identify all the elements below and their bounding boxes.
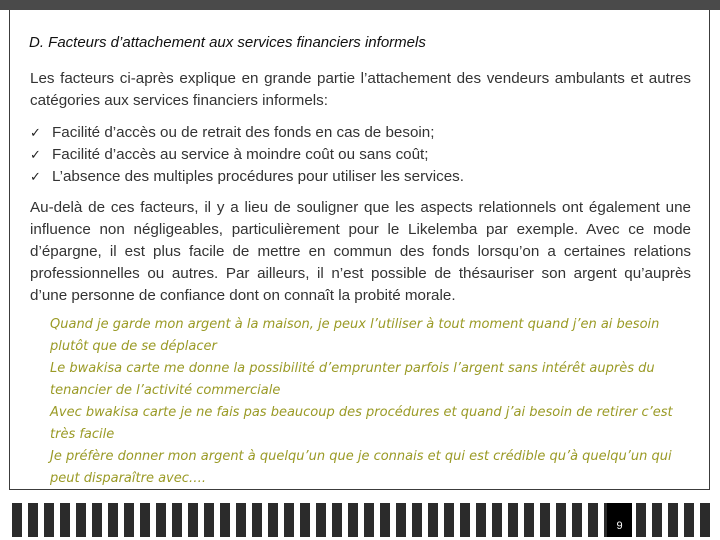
checklist-item-text: Facilité d’accès ou de retrait des fonds en cas de besoin; [52,124,435,141]
body-paragraph: Au-delà de ces facteurs, il y a lieu de souligner que les aspects relationnels ont également une influence non négligeables, particulièrement pour le Likelemba par exemple. Avec ce mode d’épargne, il est plus facile de mettre en commun des fonds lorsqu’on a certaines relations professionnelles ou autres. Par ailleurs, il n’est possible de thésauriser son argent qu’auprès d’une personne de confiance dont on connaît la probité morale. [30,199,691,304]
check-icon: ✓ [30,147,41,162]
checklist-item [30,166,691,188]
quote: Avec bwakisa carte je ne fais pas beaucoup des procédures et quand j’ai besoin de retirer c’est très facile [50,405,673,442]
checklist-item [30,144,691,166]
section-heading: D. Facteurs d’attachement aux services financiers informels [29,34,426,51]
check-icon: ✓ [30,169,41,184]
check-icon: ✓ [30,125,41,140]
checklist-item [30,122,691,144]
factor-checklist [30,122,691,188]
page-number: 9 [607,503,632,537]
top-bar [0,0,720,10]
quote: Je préfère donner mon argent à quelqu’un que je connais et qui est crédible qu’à quelqu’un qui peut disparaître avec…. [50,449,672,486]
checklist-item-text: L’absence des multiples procédures pour utiliser les services. [52,168,464,185]
checklist-item-text: Facilité d’accès au service à moindre coût ou sans coût; [52,146,429,163]
quote: Quand je garde mon argent à la maison, je peux l’utiliser à tout moment quand j’en ai besoin plutôt que de se déplacer [50,317,660,354]
footer-band [0,500,720,540]
quote: Le bwakisa carte me donne la possibilité d’emprunter parfois l’argent sans intérêt auprès du tenancier de l’activité commerciale [50,361,655,398]
testimonial-quotes [50,314,680,490]
intro-paragraph: Les facteurs ci-après explique en grande partie l’attachement des vendeurs ambulants et autres catégories aux services financiers informels: [30,70,691,109]
